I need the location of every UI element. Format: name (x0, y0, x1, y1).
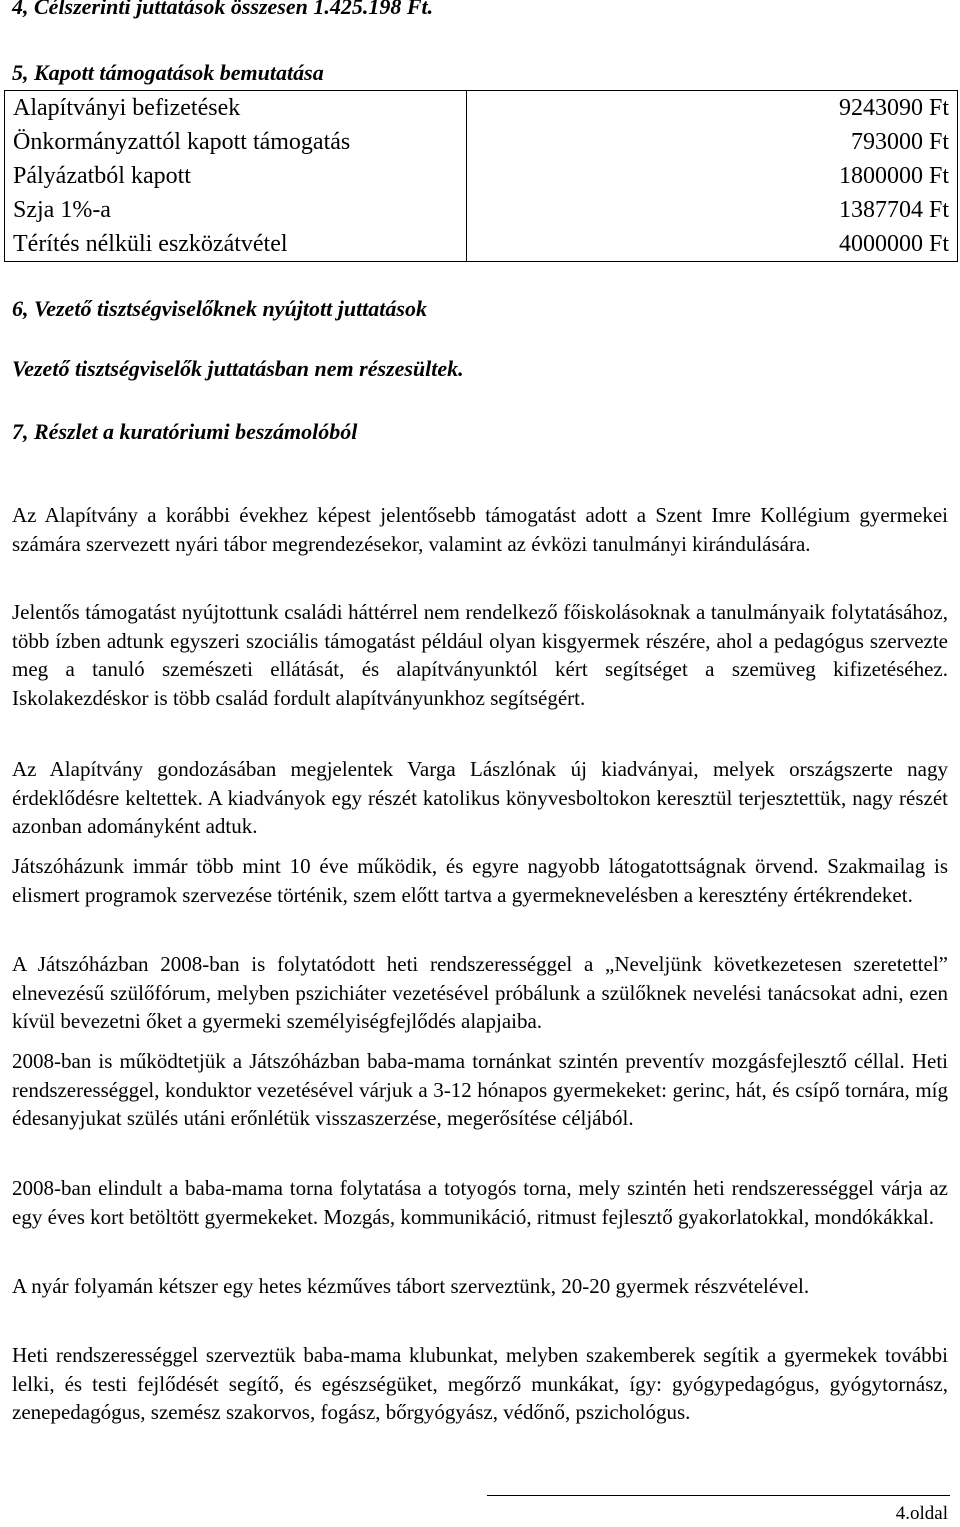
support-value: 4000000 Ft (467, 227, 958, 262)
paragraph-7: 2008-ban elindult a baba-mama torna folytatása a totyogós torna, mely szintén heti rendszerességgel várja az egy éves kort betöltött gyermekeket. Mozgás, kommunikáció, ritmust fejlesztő gyakorlatokkal, mondókákkal. (12, 1176, 948, 1229)
paragraph-9: Heti rendszerességgel szerveztük baba-mama klubunkat, melyben szakemberek segítik a gyermekek további lelki, és testi fejlődését segítő, és egészségüket, megőrző munkákat, így: gyógypedagógus, gyógytornász, zenepedagógus, szemész szakorvos, fogász, bőrgyógyász, védőnő, pszichológus. (12, 1343, 948, 1424)
support-label: Szja 1%-a (5, 193, 467, 227)
support-table (4, 90, 958, 262)
support-value: 9243090 Ft (467, 91, 958, 126)
support-label: Térítés nélküli eszközátvétel (5, 227, 467, 262)
paragraph-8: A nyár folyamán kétszer egy hetes kézműves tábort szerveztünk, 20-20 gyermek részvételével. (12, 1274, 810, 1298)
support-row (5, 227, 958, 262)
paragraph-5: A Játszóházban 2008-ban is folytatódott heti rendszerességgel a „Neveljünk következetesen szeretettel” elnevezésű szülőfórum, melyben pszichiáter vezetésével próbálunk a szülőknek nevelési tanácsokat adni, ezen kívül bevezetni őket a gyermeki személyiségfejlődés alapjaiba. (12, 952, 948, 1033)
support-row (5, 91, 958, 126)
section-6-heading: 6, Vezető tisztségviselőknek nyújtott juttatások (12, 296, 427, 321)
support-value: 1800000 Ft (467, 159, 958, 193)
section-6-note: Vezető tisztségviselők juttatásban nem részesültek. (12, 356, 464, 381)
support-label: Alapítványi befizetések (5, 91, 467, 126)
support-label: Pályázatból kapott (5, 159, 467, 193)
support-row (5, 193, 958, 227)
paragraph-1: Az Alapítvány a korábbi évekhez képest jelentősebb támogatást adott a Szent Imre Kollégium gyermekei számára szervezett nyári tábor megrendezésekor, valamint az évközi tanulmányi kirándulására. (12, 503, 948, 556)
section-7-heading: 7, Részlet a kuratóriumi beszámolóból (12, 419, 358, 444)
support-value: 793000 Ft (467, 125, 958, 159)
support-row (5, 125, 958, 159)
support-value: 1387704 Ft (467, 193, 958, 227)
footer-divider (487, 1495, 950, 1496)
section-4-total: 4, Célszerinti juttatások összesen 1.425.198 Ft. (12, 0, 434, 19)
paragraph-3: Az Alapítvány gondozásában megjelentek Varga Lászlónak új kiadványai, melyek országszerte nagy érdeklődésre keltettek. A kiadványok egy részét katolikus könyvesboltokon keresztül terjesztettük, nagy részét azonban adományként adtuk. (12, 757, 948, 838)
support-label: Önkormányzattól kapott támogatás (5, 125, 467, 159)
paragraph-2: Jelentős támogatást nyújtottunk családi háttérrel nem rendelkező főiskolásoknak a tanulmányaik folytatásához, több ízben adtunk egyszeri szociális támogatást például olyan kisgyermek részére, ahol a pedagógus szervezte meg a tanuló szemészeti ellátását, és alapítványunktól kért segítséget a szemüveg kifizetéséhez. Iskolakezdéskor is több család fordult alapítványunkhoz segítségért. (12, 600, 948, 710)
paragraph-4: Játszóházunk immár több mint 10 éve működik, és egyre nagyobb látogatottságnak örvend. Szakmailag is elismert programok szervezése történik, szem előtt tartva a gyermeknevelésben a keresztény értékrendeket. (12, 854, 948, 907)
page-number: 4.oldal (895, 1503, 948, 1524)
paragraph-6: 2008-ban is működtetjük a Játszóházban baba-mama tornánkat szintén preventív mozgásfejlesztő céllal. Heti rendszerességgel, konduktor vezetésével várjuk a 3-12 hónapos gyermekeket: gerinc, hát, és csípő tornára, míg édesanyjukat szülés utáni erőnlétük visszaszerzése, megerősítése céljából. (12, 1049, 948, 1130)
section-5-heading: 5, Kapott támogatások bemutatása (12, 60, 324, 85)
support-row (5, 159, 958, 193)
